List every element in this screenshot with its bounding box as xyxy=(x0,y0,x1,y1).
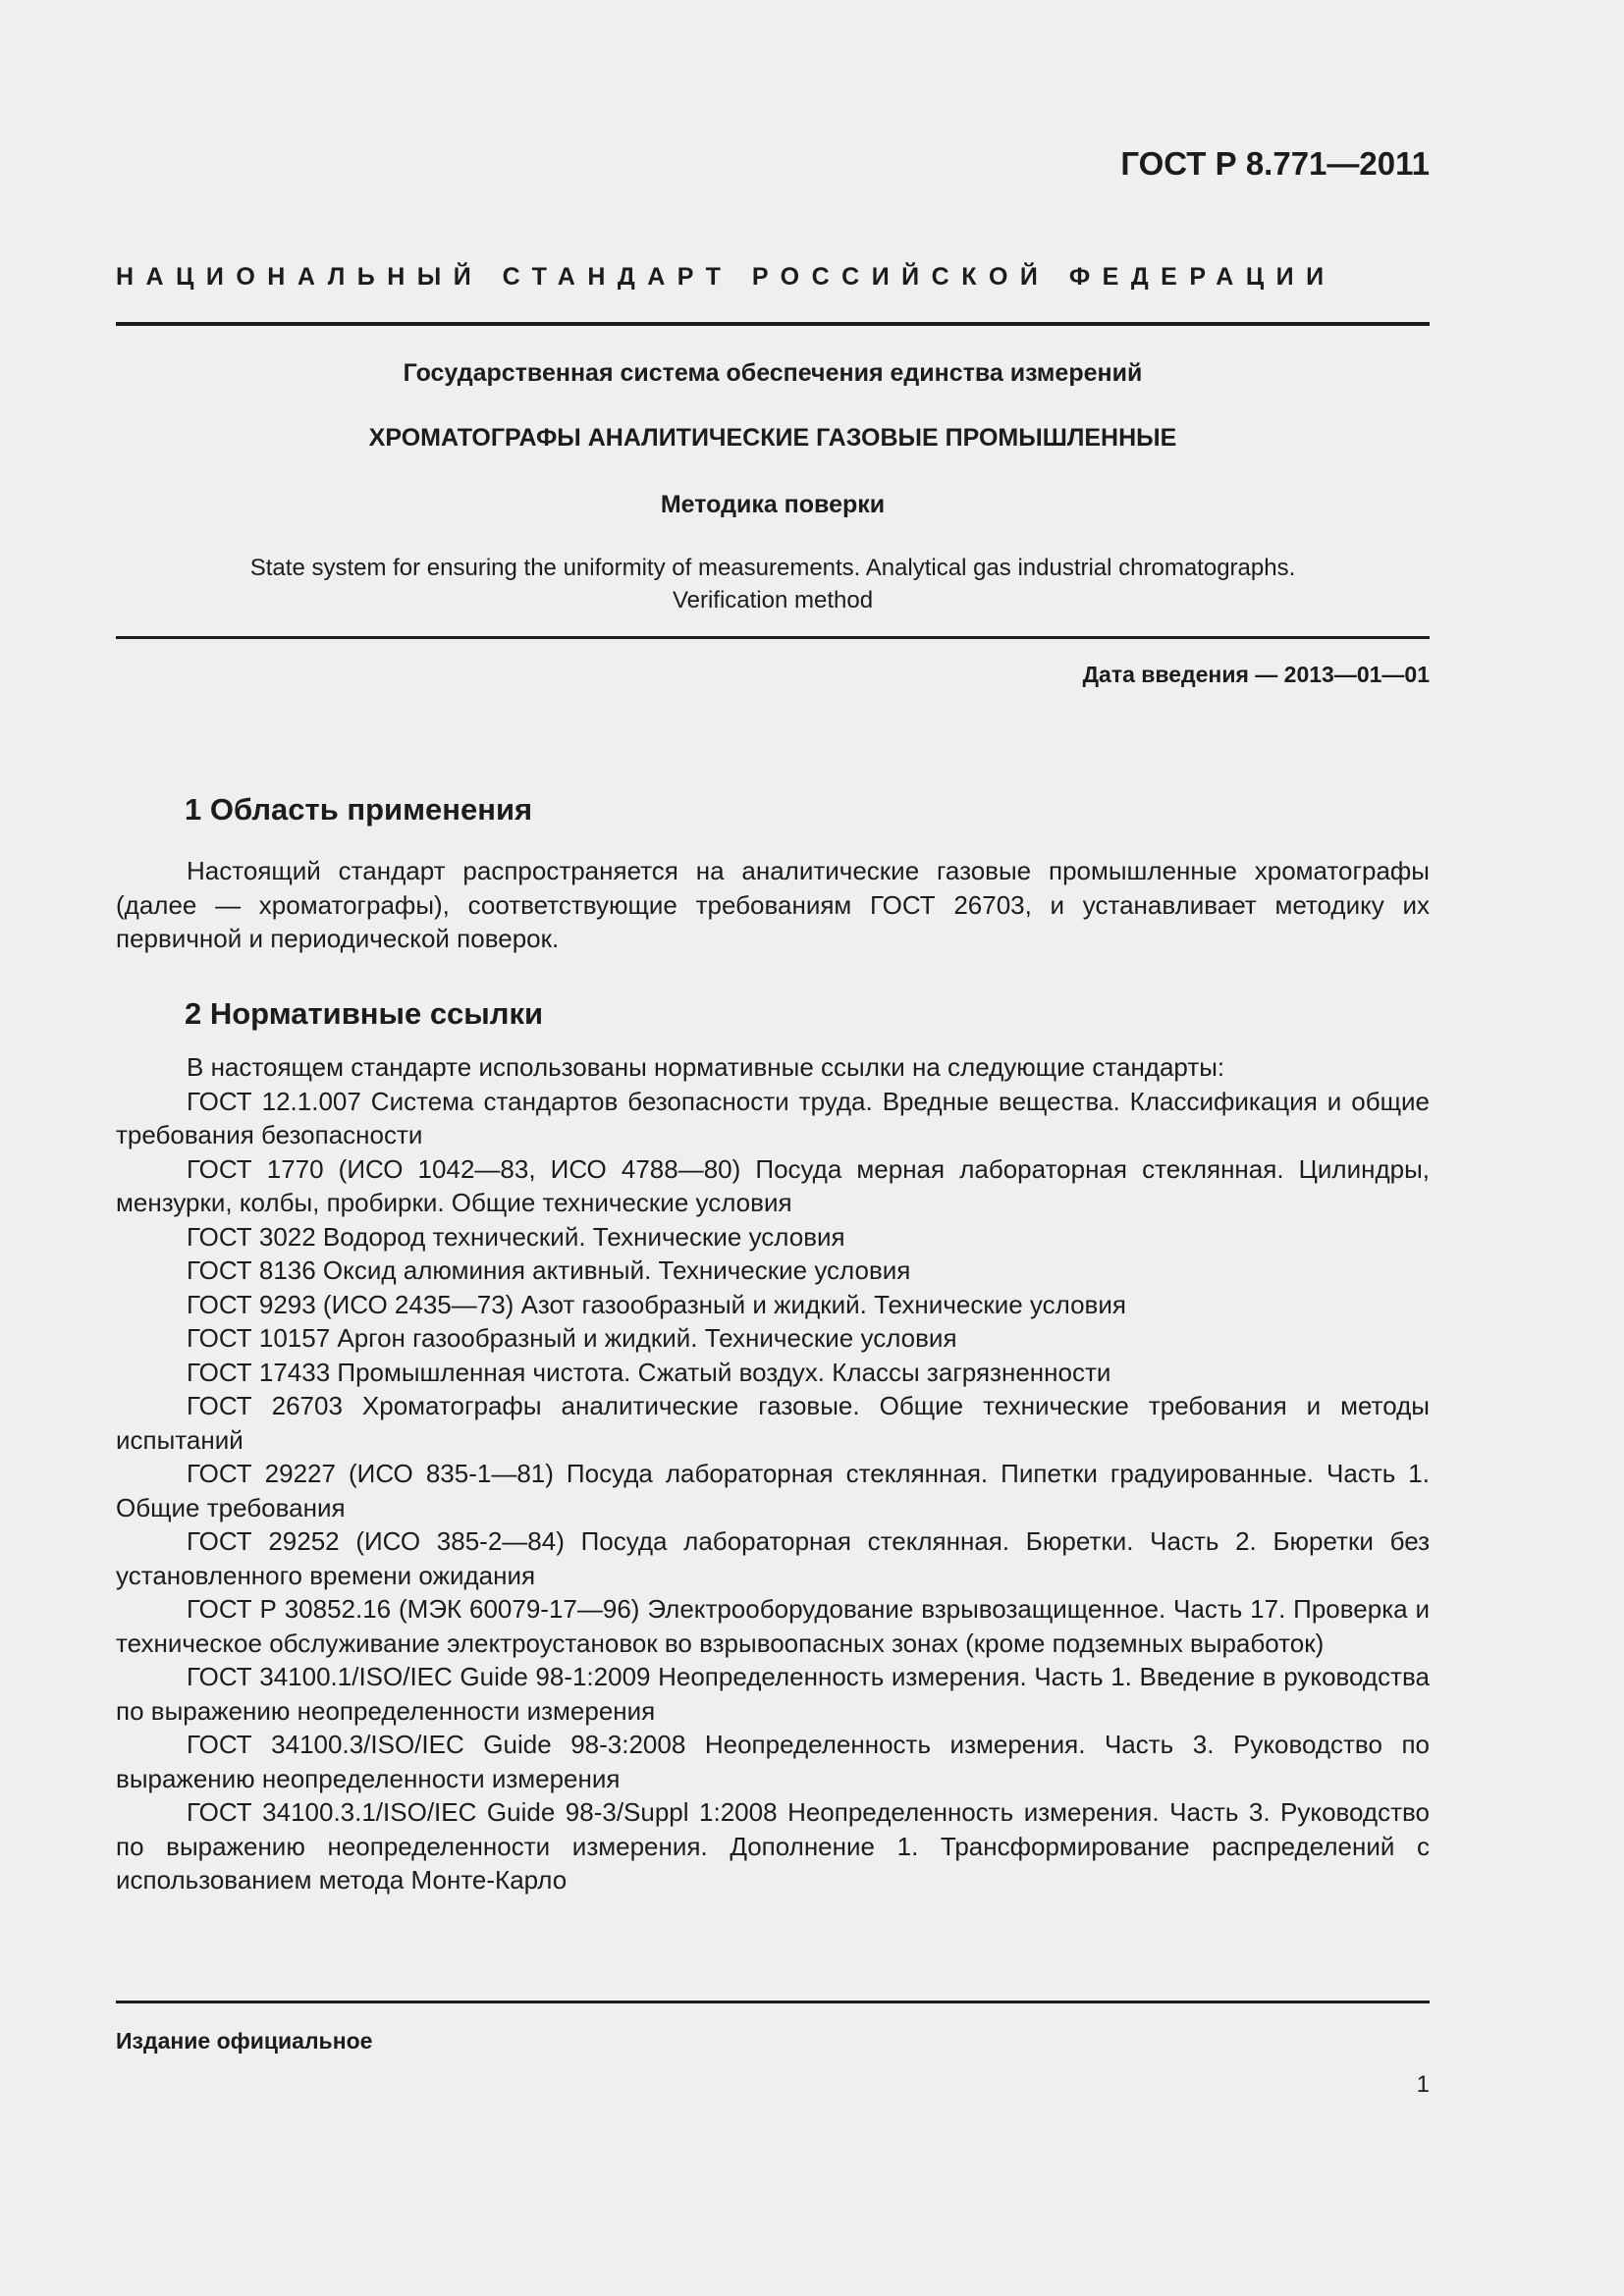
product-title: ХРОМАТОГРАФЫ АНАЛИТИЧЕСКИЕ ГАЗОВЫЕ ПРОМЫШЛЕННЫЕ xyxy=(368,424,1177,452)
method-title: Методика поверки xyxy=(660,491,886,518)
reference-item: ГОСТ 29252 (ИСО 385-2—84) Посуда лабораторная стеклянная. Бюретки. Часть 2. Бюретки без установленного времени ожидания xyxy=(116,1526,1430,1590)
reference-item: ГОСТ 17433 Промышленная чистота. Сжатый воздух. Классы загрязненности xyxy=(187,1357,1111,1387)
section-2-heading: 2 Нормативные ссылки xyxy=(185,996,544,1031)
reference-item: ГОСТ Р 30852.16 (МЭК 60079-17—96) Электрооборудование взрывозащищенное. Часть 17. Проверка и техническое обслуживание электроустановок во взрывоопасных зонах (кроме подземных выработок) xyxy=(116,1594,1430,1658)
reference-item: ГОСТ 3022 Водород технический. Технические условия xyxy=(187,1221,845,1252)
reference-item: ГОСТ 12.1.007 Система стандартов безопасности труда. Вредные вещества. Классификация и общие требования безопасности xyxy=(116,1086,1430,1149)
english-title-line-2: Verification method xyxy=(672,587,874,614)
national-standard-banner: НАЦИОНАЛЬНЫЙ СТАНДАРТ РОССИЙСКОЙ ФЕДЕРАЦИИ xyxy=(116,263,1336,291)
footer-divider xyxy=(116,2001,1430,2003)
section-1-body xyxy=(116,854,1430,956)
section-1-paragraph: Настоящий стандарт распространяется на аналитические газовые промышленные хроматографы (далее — хроматографы), соответствующие требованиям ГОСТ 26703, и устанавливает методику их первичной и периодической поверок. xyxy=(116,856,1430,953)
page-number: 1 xyxy=(1416,2071,1430,2098)
reference-item: ГОСТ 26703 Хроматографы аналитические газовые. Общие технические требования и методы испытаний xyxy=(116,1391,1430,1455)
normative-references-list xyxy=(116,1050,1430,1897)
top-divider xyxy=(116,322,1430,326)
system-title: Государственная система обеспечения единства измерений xyxy=(403,359,1143,387)
document-number: ГОСТ Р 8.771—2011 xyxy=(1120,145,1430,182)
reference-item: ГОСТ 8136 Оксид алюминия активный. Технические условия xyxy=(187,1255,911,1285)
reference-item: ГОСТ 1770 (ИСО 1042—83, ИСО 4788—80) Посуда мерная лабораторная стеклянная. Цилиндры, мензурки, колбы, пробирки. Общие технические условия xyxy=(116,1153,1430,1217)
reference-item: ГОСТ 9293 (ИСО 2435—73) Азот газообразный и жидкий. Технические условия xyxy=(187,1289,1126,1319)
english-title xyxy=(116,552,1430,616)
section-1-heading: 1 Область применения xyxy=(185,792,533,827)
english-title-line-1: State system for ensuring the uniformity of measurements. Analytical gas industrial chromatographs. xyxy=(249,555,1296,581)
reference-item: ГОСТ 10157 Аргон газообразный и жидкий. Технические условия xyxy=(187,1323,957,1353)
title-divider xyxy=(116,636,1430,639)
reference-item: ГОСТ 29227 (ИСО 835-1—81) Посуда лабораторная стеклянная. Пипетки градуированные. Часть 1. Общие требования xyxy=(116,1459,1430,1522)
references-intro: В настоящем стандарте использованы нормативные ссылки на следующие стандарты: xyxy=(187,1052,1225,1082)
reference-item: ГОСТ 34100.1/ISO/IEC Guide 98-1:2009 Неопределенность измерения. Часть 1. Введение в руководства по выражению неопределенности измерения xyxy=(116,1662,1430,1726)
introduction-date: Дата введения — 2013—01—01 xyxy=(1082,662,1430,687)
official-edition-label: Издание официальное xyxy=(116,2028,373,2054)
reference-item: ГОСТ 34100.3/ISO/IEC Guide 98-3:2008 Неопределенность измерения. Часть 3. Руководство по выражению неопределенности измерения xyxy=(116,1730,1430,1793)
reference-item: ГОСТ 34100.3.1/ISO/IEC Guide 98-3/Suppl 1:2008 Неопределенность измерения. Часть 3. Руководство по выражению неопределенности измерения. Дополнение 1. Трансформирование распределений с использованием метода Монте-Карло xyxy=(116,1797,1430,1895)
